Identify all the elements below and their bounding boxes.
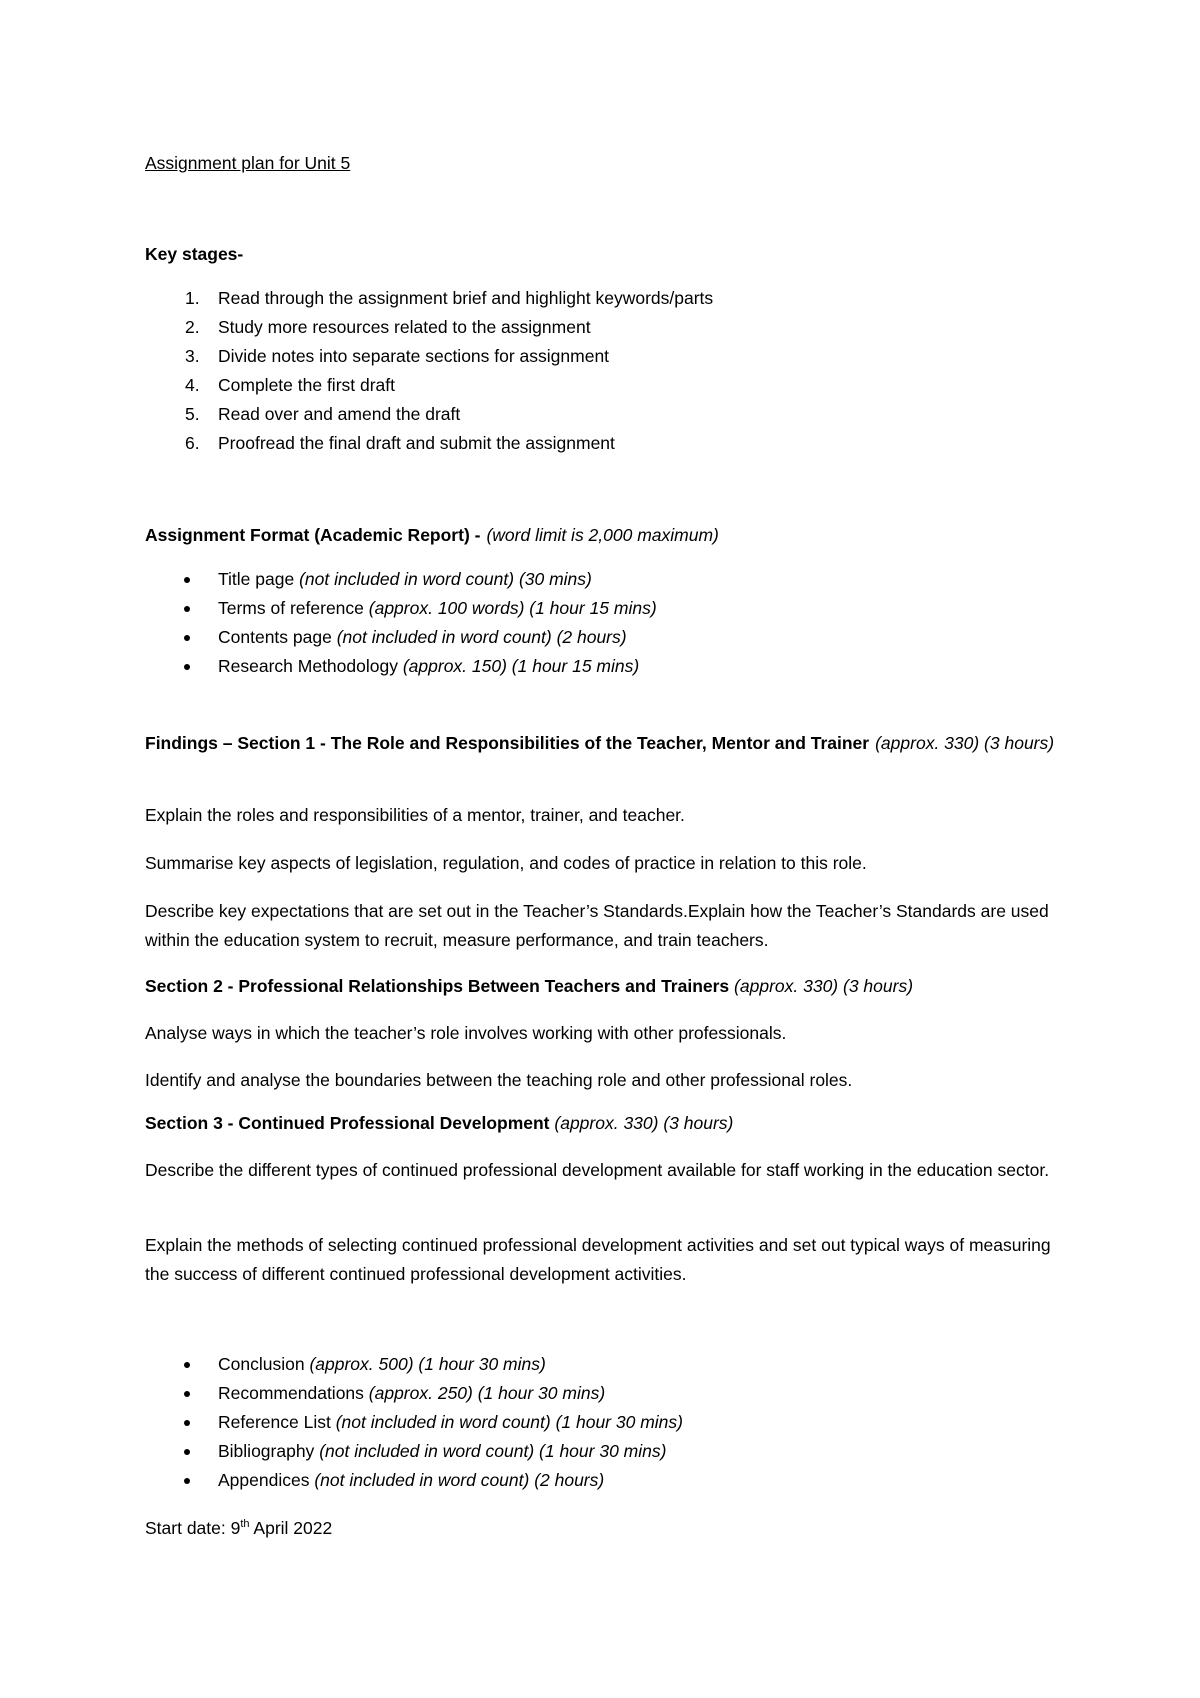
key-stages-list [145,284,1060,458]
section-2-paragraph: Analyse ways in which the teacher’s role involves working with other professionals. [145,1023,787,1043]
list-item [145,1379,1060,1408]
section-1-paragraph: Explain the roles and responsibilities of a mentor, trainer, and teacher. [145,805,685,825]
list-item-label: Conclusion [218,1354,305,1374]
format-heading [145,521,1060,550]
bullet-icon [184,1478,190,1484]
list-item-label: Recommendations [218,1383,364,1403]
section-1-heading-text: Findings – Section 1 - The Role and Responsibilities of the Teacher, Mentor and Trainer [145,733,870,753]
section-2-paragraph: Identify and analyse the boundaries between the teaching role and other professional roles. [145,1070,853,1090]
start-date [145,1514,1060,1543]
section-1-paragraph: Describe key expectations that are set out in the Teacher’s Standards.Explain how the Teacher’s Standards are used within the education system to recruit, measure performance, and train teachers. [145,901,1049,950]
bullet-icon [184,577,190,583]
bullet-icon [184,1449,190,1455]
list-item [145,342,1060,371]
list-item-text: Read through the assignment brief and highlight keywords/parts [218,288,714,308]
format-heading-text: Assignment Format (Academic Report) - [145,525,481,545]
section-1-note: (approx. 330) (3 hours) [875,733,1055,753]
section-2-heading-text: Section 2 - Professional Relationships Between Teachers and Trainers [145,976,730,996]
bullet-icon [184,664,190,670]
list-item [145,1437,1060,1466]
list-item-label: Appendices [218,1470,310,1490]
section-2-heading [145,972,1060,1001]
format-note: (word limit is 2,000 maximum) [486,525,719,545]
list-item [145,594,1060,623]
list-item [145,429,1060,458]
list-item [145,623,1060,652]
list-item-note: (approx. 100 words) (1 hour 15 mins) [368,598,657,618]
bullet-icon [184,606,190,612]
list-item [145,652,1060,681]
list-number: 4. [185,375,200,395]
list-number: 6. [185,433,200,453]
list-item-note: (not included in word count) (1 hour 30 mins) [319,1441,667,1461]
list-item [145,1466,1060,1495]
list-item-text: Proofread the final draft and submit the assignment [218,433,615,453]
section-3-note: (approx. 330) (3 hours) [554,1113,734,1133]
start-date-rest: April 2022 [249,1518,333,1538]
section-1-paragraph: Summarise key aspects of legislation, regulation, and codes of practice in relation to this role. [145,853,867,873]
section-3-paragraph: Describe the different types of continued professional development available for staff working in the education sector. [145,1160,1050,1180]
list-item-note: (approx. 250) (1 hour 30 mins) [368,1383,606,1403]
start-date-label: Start date: 9 [145,1518,241,1538]
list-item-note: (approx. 500) (1 hour 30 mins) [309,1354,546,1374]
list-item [145,1408,1060,1437]
list-item-label: Bibliography [218,1441,315,1461]
list-item [145,284,1060,313]
list-item-label: Terms of reference [218,598,364,618]
section-2-note: (approx. 330) (3 hours) [734,976,914,996]
list-item-label: Reference List [218,1412,331,1432]
bullet-icon [184,635,190,641]
list-item-note: (not included in word count) (2 hours) [336,627,627,647]
list-item [145,565,1060,594]
bullet-icon [184,1362,190,1368]
list-item-label: Title page [218,569,295,589]
list-item-note: (not included in word count) (2 hours) [314,1470,605,1490]
list-item-note: (not included in word count) (30 mins) [299,569,592,589]
format-list [145,565,1060,681]
list-number: 1. [185,288,200,308]
start-date-suffix: th [240,1518,250,1531]
list-item [145,400,1060,429]
list-item-note: (approx. 150) (1 hour 15 mins) [402,656,640,676]
list-item-text: Read over and amend the draft [218,404,461,424]
list-item-label: Research Methodology [218,656,398,676]
list-item-text: Complete the first draft [218,375,396,395]
key-stages-heading: Key stages- [145,244,244,264]
section-3-heading-text: Section 3 - Continued Professional Development [145,1113,550,1133]
list-item [145,1350,1060,1379]
list-item-note: (not included in word count) (1 hour 30 mins) [335,1412,683,1432]
list-number: 3. [185,346,200,366]
closing-list [145,1350,1060,1495]
list-item [145,313,1060,342]
list-item-text: Study more resources related to the assignment [218,317,591,337]
list-item [145,371,1060,400]
list-item-text: Divide notes into separate sections for assignment [218,346,610,366]
list-number: 2. [185,317,200,337]
section-3-paragraph: Explain the methods of selecting continued professional development activities and set out typical ways of measuring the success of different continued professional development activities. [145,1235,1051,1284]
list-item-label: Contents page [218,627,332,647]
document-title: Assignment plan for Unit 5 [145,153,351,173]
section-3-heading [145,1109,1060,1138]
bullet-icon [184,1391,190,1397]
list-number: 5. [185,404,200,424]
bullet-icon [184,1420,190,1426]
section-1-heading [145,729,1060,758]
